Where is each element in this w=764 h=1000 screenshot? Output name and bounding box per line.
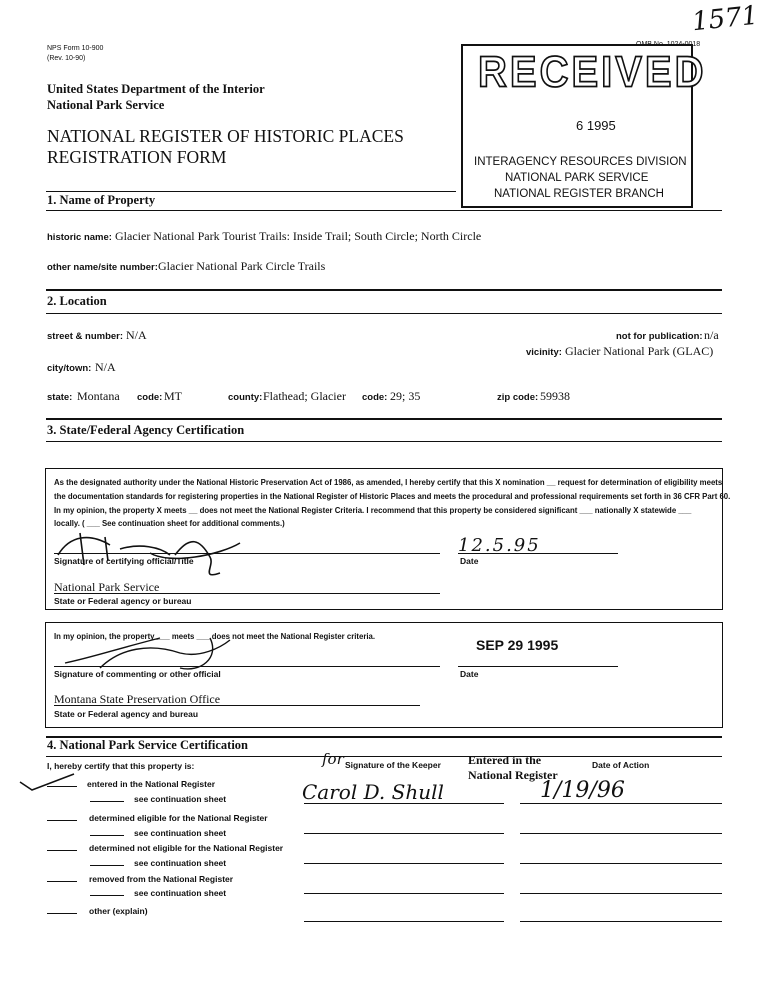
county-code-label: code: [362, 392, 388, 403]
zip-code-value: 59938 [540, 389, 570, 403]
county-code-value: 29; 35 [390, 389, 421, 403]
action-date-line-2 [520, 833, 722, 834]
section4-bottom-rule [46, 756, 722, 757]
certification-text-line1: As the designated authority under the National Historic Preservation Act of 1986, as amended, I hereby certify that this X nomination __ request for determination of eligibility meets [54, 478, 723, 487]
nps-option-other [47, 901, 148, 919]
commenting-agency-value: Montana State Preservation Office [54, 692, 221, 706]
zip-code-label: zip code: [497, 392, 539, 403]
action-date-value: 1/19/96 [540, 778, 625, 803]
street-value: N/A [126, 328, 147, 342]
section2-bottom-rule [46, 313, 722, 314]
section2-heading: 2. Location [47, 294, 107, 308]
vicinity-value: Glacier National Park (GLAC) [565, 344, 714, 358]
omb-number: OMB No. 1024-0018 [636, 41, 701, 48]
continuation-label: see continuation sheet [134, 828, 227, 838]
continuation-blank[interactable] [90, 865, 124, 866]
continuation-blank[interactable] [90, 801, 124, 802]
handwritten-page-number: 1571 [690, 0, 760, 38]
historic-name-value: Glacier National Park Tourist Trails: Inside Trail; South Circle; North Circle [115, 229, 482, 243]
commenting-date-line [458, 666, 618, 667]
state-value: Montana [77, 389, 120, 403]
state-code-value: MT [164, 389, 182, 403]
option-removed-label: removed from the National Register [89, 874, 234, 884]
section3-heading: 3. State/Federal Agency Certification [47, 423, 245, 437]
option-blank[interactable] [47, 786, 77, 787]
street-label: street & number: [47, 331, 124, 342]
commenting-signature-line [54, 666, 440, 667]
continuation-blank[interactable] [90, 835, 124, 836]
keeper-line-5 [304, 921, 504, 922]
certification-text-line4: locally. ( ___ See continuation sheet for additional comments.) [54, 519, 285, 528]
agency-department: United States Department of the Interior [47, 82, 265, 96]
section3-top-rule [46, 418, 722, 420]
form-number: NPS Form 10-900 [47, 45, 104, 52]
action-date-line-5 [520, 921, 722, 922]
option-blank[interactable] [47, 820, 77, 821]
option-removed-continuation [90, 883, 226, 901]
state-code-label: code: [137, 392, 163, 403]
entered-stamp-line2: National Register [468, 768, 558, 782]
option-not-eligible-label: determined not eligible for the National Register [89, 843, 284, 853]
other-name-label: other name/site number: [47, 262, 158, 273]
city-label: city/town: [47, 363, 92, 374]
keeper-line-4 [304, 893, 504, 894]
county-label: county: [228, 392, 263, 403]
entered-stamp-line1: Entered in the [468, 753, 542, 767]
option-blank[interactable] [47, 881, 77, 882]
section1-top-rule [46, 191, 456, 192]
certification-date-value: 12.5.95 [458, 535, 541, 556]
action-date-line-1 [520, 803, 722, 804]
commenting-date-label: Date [460, 669, 479, 679]
commenting-date-value: SEP 29 1995 [476, 637, 559, 653]
continuation-label: see continuation sheet [134, 858, 227, 868]
form-revision: (Rev. 10-90) [47, 55, 86, 62]
date-line [458, 553, 618, 554]
received-stamp-line3: NATIONAL REGISTER BRANCH [494, 188, 664, 200]
nps-certify-intro: I, hereby certify that this property is: [47, 761, 195, 771]
not-for-publication-value: n/a [704, 328, 719, 342]
historic-name-label: historic name: [47, 232, 112, 243]
opinion-text: In my opinion, the property ___ meets ___ does not meet the National Register criteria. [54, 632, 376, 641]
option-blank[interactable] [47, 913, 77, 914]
continuation-blank[interactable] [90, 895, 124, 896]
option-entered-label: entered in the National Register [87, 779, 215, 789]
continuation-label: see continuation sheet [134, 794, 227, 804]
form-title: NATIONAL REGISTER OF HISTORIC PLACES [47, 126, 404, 146]
form-subtitle: REGISTRATION FORM [47, 147, 227, 167]
other-name-value: Glacier National Park Circle Trails [158, 259, 326, 273]
keeper-signature: Carol D. Shull [302, 780, 444, 804]
certifying-agency-value: National Park Service [54, 580, 160, 594]
certification-text-line3: In my opinion, the property X meets __ does not meet the National Register Criteria. I recommend that this property be considered significant ___ nationally X statewide ___ [54, 506, 692, 515]
action-date-line-4 [520, 893, 722, 894]
section1-heading: 1. Name of Property [47, 193, 156, 207]
keeper-signature-label: Signature of the Keeper [345, 760, 441, 770]
commenting-signature-label: Signature of commenting or other official [54, 669, 221, 679]
certification-text-line2: the documentation standards for registering properties in the National Register of Historic Places and meets the procedural and professional requirements set forth in 36 CFR Part 60. [54, 492, 731, 501]
commenting-agency-line [54, 705, 420, 706]
received-stamp-line2: NATIONAL PARK SERVICE [505, 172, 649, 184]
certifying-official-signature [50, 525, 250, 585]
received-stamp-title: RECEIVED [478, 47, 707, 97]
not-for-publication-label: not for publication: [616, 331, 703, 342]
received-stamp-line1: INTERAGENCY RESOURCES DIVISION [474, 156, 687, 168]
vicinity-label: vicinity: [526, 347, 562, 358]
section1-bottom-rule [46, 210, 722, 211]
keeper-line-2 [304, 833, 504, 834]
state-label: state: [47, 392, 73, 403]
option-eligible-label: determined eligible for the National Register [89, 813, 268, 823]
keeper-for-prefix: for [322, 750, 344, 768]
city-value: N/A [95, 360, 116, 374]
option-entered-continuation [90, 789, 226, 807]
action-date-line-3 [520, 863, 722, 864]
option-other-label: other (explain) [89, 906, 148, 916]
county-value: Flathead; Glacier [263, 389, 346, 403]
keeper-line-1 [304, 803, 504, 804]
continuation-label: see continuation sheet [134, 888, 227, 898]
section3-bottom-rule [46, 441, 722, 442]
signature-label: Signature of certifying official/Title [54, 556, 194, 566]
agency-service: National Park Service [47, 98, 165, 112]
option-blank[interactable] [47, 850, 77, 851]
date-label: Date [460, 556, 479, 566]
date-of-action-label: Date of Action [592, 760, 650, 770]
agency-label: State or Federal agency or bureau [54, 596, 192, 606]
keeper-line-3 [304, 863, 504, 864]
section2-top-rule [46, 289, 722, 291]
received-stamp-date: 6 1995 [576, 118, 616, 133]
agency-line [54, 593, 440, 594]
section4-heading: 4. National Park Service Certification [47, 738, 248, 752]
signature-line [54, 553, 440, 554]
commenting-agency-label: State or Federal agency and bureau [54, 709, 199, 719]
